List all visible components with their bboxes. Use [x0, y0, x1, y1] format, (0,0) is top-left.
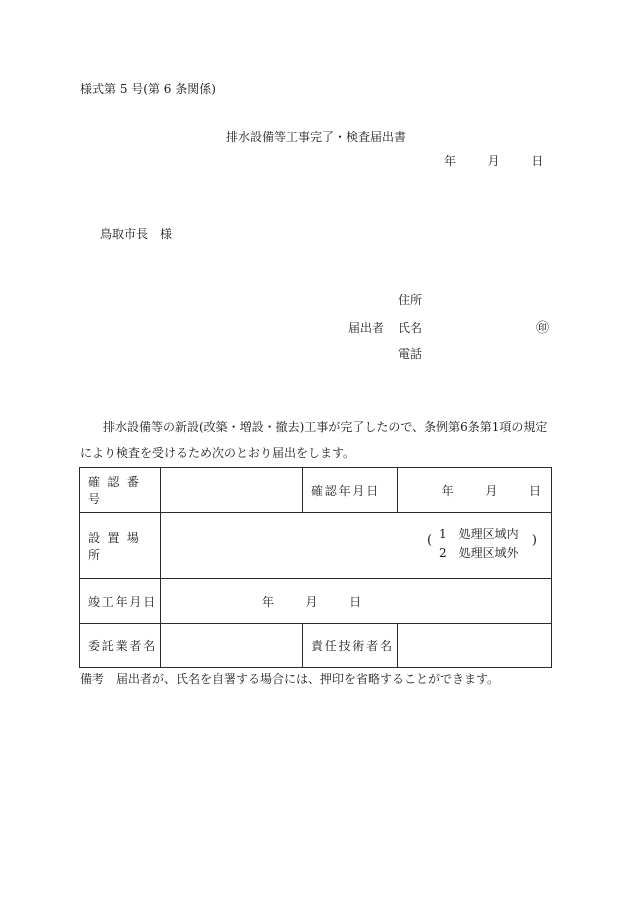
form-number: 様式第 5 号(第 6 条関係)	[80, 82, 216, 96]
remarks-note: 備考 届出者が、氏名を自署する場合には、押印を省略することができます。	[80, 672, 500, 686]
contractor-name-label: 委託業者名	[80, 624, 161, 668]
detail-table	[79, 467, 552, 668]
paren-right: )	[531, 533, 537, 548]
submission-date	[444, 152, 543, 169]
body-text: 排水設備等の新設(改築・増設・撤去)工事が完了したので、条例第6条第1項の規定により検査を受けるため次のとおり届出をします。	[80, 420, 548, 460]
confirmation-number-value[interactable]	[161, 468, 303, 513]
confirmation-date-value[interactable]	[398, 468, 552, 513]
contractor-name-value[interactable]	[161, 624, 303, 668]
table-row	[80, 468, 552, 513]
installation-location-label: 設 置 場 所	[80, 513, 161, 579]
option-outside-area[interactable]: 2 処理区域外	[439, 546, 519, 560]
confirmation-number-label: 確 認 番 号	[80, 468, 161, 513]
date-year: 年	[441, 483, 454, 498]
table-row	[80, 624, 552, 668]
date-day: 日	[349, 594, 362, 609]
completion-date-label: 竣工年月日	[80, 579, 161, 624]
date-year: 年	[444, 154, 457, 168]
completion-date-value[interactable]	[161, 579, 552, 624]
phone-label: 電話	[398, 347, 423, 361]
paren-left: (	[427, 533, 433, 548]
date-month: 月	[485, 483, 498, 498]
installation-location-value[interactable]	[161, 513, 552, 579]
applicant-label: 届出者	[348, 321, 385, 335]
seal-icon: ㊞	[536, 321, 550, 336]
table-row	[80, 513, 552, 579]
name-label: 氏名	[398, 321, 423, 335]
address-label: 住所	[398, 293, 423, 307]
date-year: 年	[261, 594, 274, 609]
date-month: 月	[305, 594, 318, 609]
option-inside-area[interactable]: 1 処理区域内	[439, 527, 519, 541]
confirmation-date-label: 確認年月日	[303, 468, 398, 513]
recipient: 鳥取市長 様	[100, 227, 173, 241]
document-title: 排水設備等工事完了・検査届出書	[226, 130, 407, 144]
date-day: 日	[528, 483, 541, 498]
table-row	[80, 579, 552, 624]
chief-engineer-label: 責任技術者名	[303, 624, 398, 668]
date-day: 日	[531, 154, 544, 168]
date-month: 月	[487, 154, 500, 168]
treatment-area-options	[427, 525, 537, 563]
chief-engineer-value[interactable]	[398, 624, 552, 668]
